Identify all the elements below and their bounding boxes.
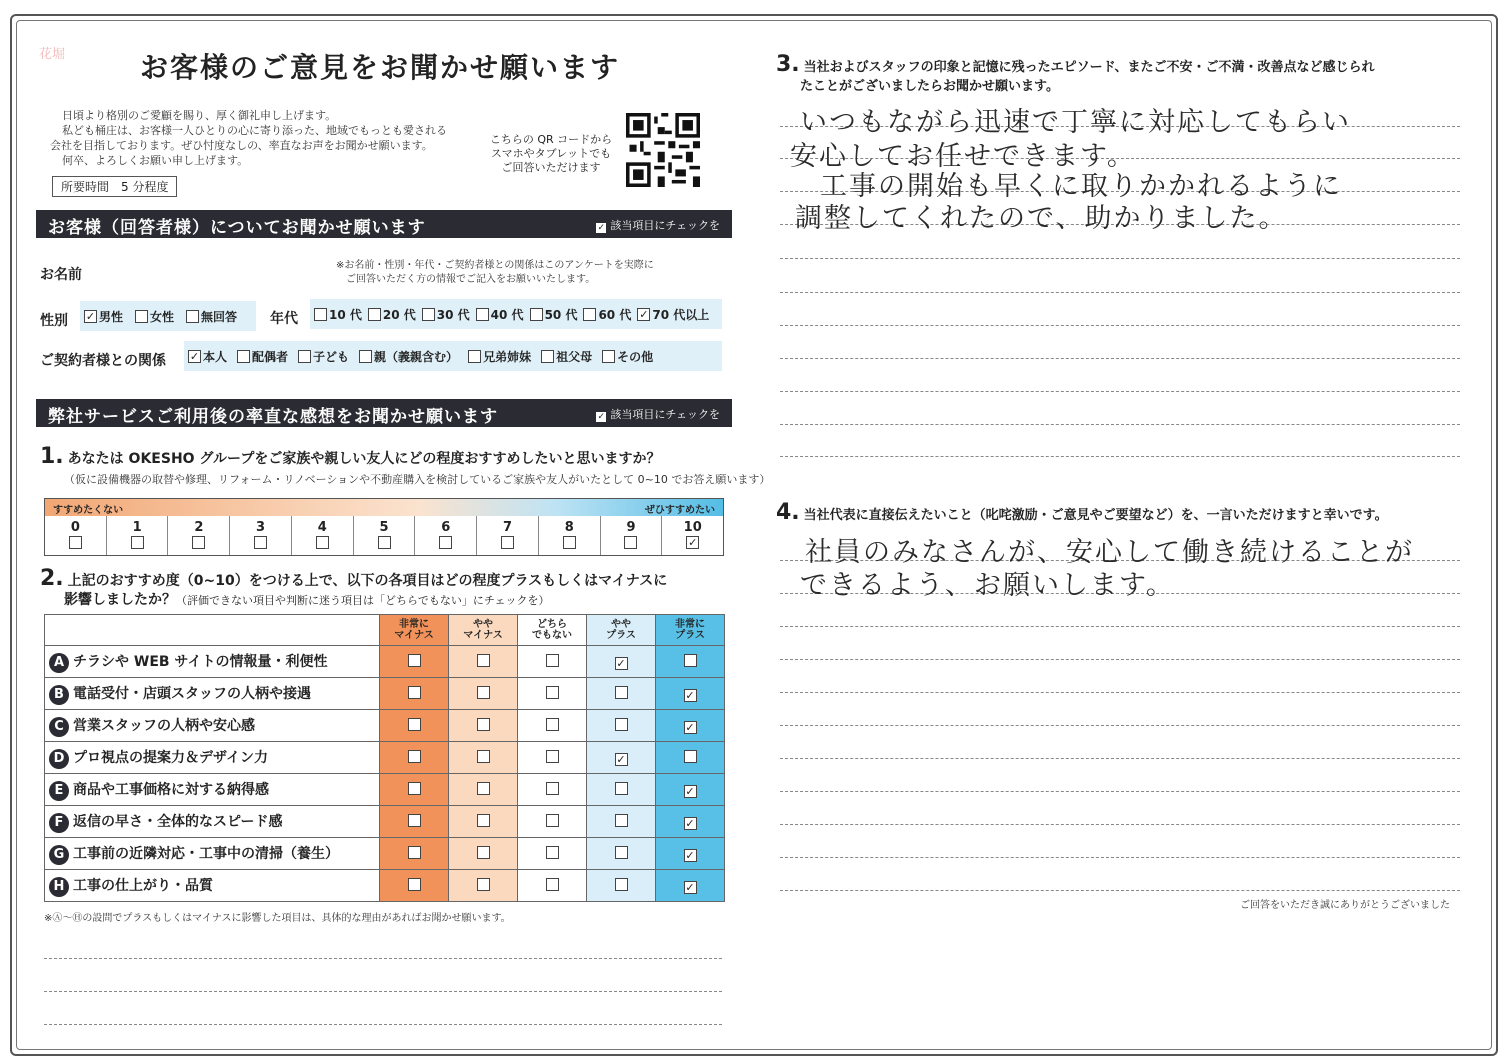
relation-option[interactable]: [237, 348, 288, 365]
answer-line[interactable]: [44, 958, 722, 959]
name-label: お名前: [40, 267, 82, 283]
checkbox[interactable]: [422, 308, 435, 321]
qr-caption-line: こちらの QR コードから: [489, 133, 613, 146]
checkbox[interactable]: ✓: [639, 307, 649, 321]
age-option[interactable]: [314, 306, 362, 323]
scale-number: 7: [502, 520, 513, 535]
question-number: 2.: [40, 566, 64, 591]
checkbox[interactable]: [546, 782, 559, 795]
age-options: [310, 299, 722, 329]
question-3-line2: たことがございましたらお聞かせ願います。: [800, 79, 1059, 94]
row-label-text: プロ視点の提案力＆デザイン力: [73, 749, 269, 766]
checkbox[interactable]: [501, 536, 514, 549]
name-note-line: ご回答いただく方の情報でご記入をお願いいたします。: [346, 274, 596, 285]
gender-options: [80, 301, 256, 331]
question-text: 当社代表に直接伝えたいこと（叱咤激励・ご意見やご要望など）を、一言いただけますと幸いです。: [803, 508, 1388, 523]
column-header: やや マイナス: [449, 615, 518, 646]
scale-number: 9: [626, 520, 636, 535]
age-option[interactable]: [476, 306, 524, 323]
checkbox[interactable]: [684, 750, 697, 763]
answer-line[interactable]: [780, 391, 1460, 392]
answer-line[interactable]: [780, 358, 1460, 359]
table-row: [45, 710, 725, 742]
question-number: 1.: [40, 444, 64, 469]
scale-number: 3: [256, 520, 266, 535]
checkbox[interactable]: [477, 878, 490, 891]
checkbox[interactable]: [408, 686, 421, 699]
checkbox[interactable]: [477, 654, 490, 667]
option-label: 40 代: [490, 307, 524, 322]
scale-number: 5: [379, 520, 389, 535]
intro-line: 何卒、よろしくお願い申し上げます。: [62, 154, 249, 167]
answer-line[interactable]: [780, 890, 1460, 891]
relation-option[interactable]: [602, 348, 653, 365]
scale-option[interactable]: [601, 516, 663, 555]
checkbox[interactable]: [368, 308, 381, 321]
checkbox[interactable]: [546, 846, 559, 859]
checkbox[interactable]: ✓: [685, 849, 695, 862]
checkbox[interactable]: [135, 310, 148, 323]
question-1-sub: （仮に設備機器の取替や修理、リフォーム・リノベーションや不動産購入を検討しているご家族や友人がいたとして 0~10 でお答え願います）: [64, 473, 771, 486]
checkbox[interactable]: [378, 536, 391, 549]
scale-option[interactable]: [292, 516, 354, 555]
qr-caption-line: スマホやタブレットでも: [490, 147, 612, 160]
checkbox[interactable]: ✓: [85, 309, 96, 323]
answer-line[interactable]: [780, 659, 1460, 660]
scale-option[interactable]: [662, 516, 723, 555]
checkbox[interactable]: [624, 536, 637, 549]
scale-option[interactable]: [230, 516, 292, 555]
gender-option-none[interactable]: [186, 308, 237, 325]
checkbox[interactable]: [69, 536, 82, 549]
checkbox[interactable]: [298, 350, 311, 363]
handwritten-answer-line: できるよう、お願いします。: [800, 570, 1175, 601]
section-header-feedback: [36, 399, 732, 427]
row-label-text: 電話受付・店頭スタッフの人柄や接遇: [73, 685, 311, 702]
row-label: [45, 774, 380, 806]
section-header-customer: [36, 210, 732, 238]
table-row: [45, 646, 725, 678]
scale-high-label: ぜひすすめたい: [644, 505, 715, 516]
table-row: [45, 678, 725, 710]
age-option[interactable]: [368, 306, 416, 323]
reason-note: ※Ⓐ～Ⓗの設問でプラスもしくはマイナスに影響した項目は、具体的な理由があればお聞かせ願います。: [44, 913, 511, 924]
checkbox[interactable]: [546, 814, 559, 827]
option-label: 20 代: [382, 307, 416, 322]
scale-low-label: すすめたくない: [53, 505, 124, 516]
checkbox[interactable]: [546, 686, 559, 699]
handwritten-answer-line: 社員のみなさんが、安心して働き続けることが: [805, 537, 1414, 568]
question-number: 3.: [776, 52, 800, 77]
letter-badge: E: [49, 781, 69, 801]
option-label: 10 代: [329, 307, 362, 322]
relation-label: ご契約者様との関係: [40, 353, 166, 369]
checkbox[interactable]: [476, 308, 489, 321]
checkbox[interactable]: ✓: [685, 785, 695, 798]
row-label: [45, 806, 380, 838]
age-option[interactable]: [422, 306, 470, 323]
seal-text: 花堀: [38, 47, 65, 62]
checkbox[interactable]: ✓: [688, 536, 698, 549]
checkbox[interactable]: ✓: [685, 881, 695, 894]
column-header: やや プラス: [587, 615, 656, 646]
table-row: [45, 806, 725, 838]
checkbox[interactable]: [408, 782, 421, 795]
table-header: [45, 615, 725, 646]
question-4: [776, 500, 1388, 525]
intro-line: 会社を目指しております。ぜひ忖度なしの、率直なお声をお聞かせ願います。: [50, 139, 433, 152]
option-label: 無回答: [201, 309, 238, 324]
checkbox[interactable]: [477, 782, 490, 795]
checkbox[interactable]: [408, 814, 421, 827]
name-note: [336, 259, 654, 287]
section-title: お客様（回答者様）についてお聞かせ願います: [48, 218, 426, 238]
intro-text: [50, 108, 480, 168]
letter-badge: H: [49, 877, 69, 897]
answer-line[interactable]: [780, 456, 1460, 457]
question-text: あなたは OKESHO グループをご家族や親しい友人にどの程度おすすめしたいと思いますか？: [67, 451, 661, 467]
checkbox[interactable]: [477, 814, 490, 827]
row-label: [45, 678, 380, 710]
checkbox[interactable]: [408, 718, 421, 731]
answer-line[interactable]: [780, 258, 1460, 259]
scale-gradient: [45, 499, 723, 516]
row-label: [45, 710, 380, 742]
relation-option[interactable]: [359, 348, 458, 365]
scale-option[interactable]: [477, 516, 539, 555]
question-text: 影響しましたか？: [64, 592, 176, 608]
scale-option[interactable]: [354, 516, 416, 555]
row-label-text: 工事の仕上がり・品質: [73, 877, 213, 894]
letter-badge: C: [49, 717, 69, 737]
answer-line[interactable]: [780, 626, 1460, 627]
answer-line[interactable]: [780, 292, 1460, 293]
scale-number: 2: [194, 520, 204, 535]
gender-option-male[interactable]: [84, 308, 123, 325]
checkbox[interactable]: [477, 718, 490, 731]
relation-option[interactable]: [298, 348, 349, 365]
row-label: [45, 838, 380, 870]
column-header: 非常に マイナス: [380, 615, 449, 646]
checkbox[interactable]: [583, 308, 596, 321]
checkbox[interactable]: [546, 718, 559, 731]
option-label: 本人: [203, 349, 228, 364]
table-row: [45, 774, 725, 806]
checkbox[interactable]: [468, 350, 481, 363]
row-label-text: 返信の早さ・全体的なスピード感: [73, 813, 283, 830]
checkbox[interactable]: [254, 536, 267, 549]
handwritten-answer-line: 工事の開始も早くに取りかかれるように: [820, 171, 1342, 202]
letter-badge: G: [49, 845, 69, 865]
answer-line[interactable]: [780, 824, 1460, 825]
checkbox[interactable]: [237, 350, 250, 363]
handwritten-answer-line: 安心してお任せできます。: [790, 141, 1136, 172]
influence-table: [44, 614, 725, 902]
checkbox[interactable]: [408, 878, 421, 891]
question-text: 当社およびスタッフの印象と記憶に残ったエピソード、またご不安・ご不満・改善点など感じられ: [803, 60, 1375, 75]
header-blank: [45, 615, 380, 646]
checkbox[interactable]: ✓: [685, 721, 695, 734]
scale-option[interactable]: [45, 516, 107, 555]
checkbox[interactable]: [615, 878, 628, 891]
checkbox[interactable]: [359, 350, 372, 363]
row-label-text: 営業スタッフの人柄や安心感: [73, 717, 255, 734]
row-label-text: チラシや WEB サイトの情報量・利便性: [73, 653, 328, 670]
company-seal: [32, 48, 72, 88]
answer-line[interactable]: [780, 791, 1460, 792]
scale-cells: [45, 516, 723, 555]
letter-badge: F: [49, 813, 69, 833]
gender-option-female[interactable]: [135, 308, 174, 325]
qr-code-icon[interactable]: [626, 113, 700, 187]
answer-line[interactable]: [780, 325, 1460, 326]
row-label-text: 工事前の近隣対応・工事中の清掃（養生）: [73, 845, 339, 862]
age-option[interactable]: [530, 306, 578, 323]
checkbox[interactable]: [615, 782, 628, 795]
check-hint: [596, 406, 720, 422]
checkbox[interactable]: [615, 718, 628, 731]
name-note-line: ※お名前・性別・年代・ご契約者様との関係はこのアンケートを実際に: [336, 260, 654, 271]
option-label: 男性: [99, 309, 124, 324]
question-2-sub: （評価できない項目や判断に迷う項目は「どちらでもない」にチェックを）: [176, 594, 550, 607]
checkbox[interactable]: [131, 536, 144, 549]
option-label: 70 代以上: [652, 307, 710, 322]
scale-number: 0: [70, 520, 80, 535]
option-label: 子ども: [313, 349, 350, 364]
checkbox[interactable]: [530, 308, 543, 321]
relation-option[interactable]: [468, 348, 531, 365]
thanks-message: ご回答をいただき誠にありがとうございました: [1240, 900, 1450, 911]
checkbox[interactable]: [615, 846, 628, 859]
scale-option[interactable]: [539, 516, 601, 555]
checkbox[interactable]: [615, 686, 628, 699]
time-required: 所要時間 5 分程度: [52, 176, 177, 197]
scale-option[interactable]: [415, 516, 477, 555]
age-label: 年代: [270, 311, 298, 327]
option-label: 50 代: [544, 307, 578, 322]
page-title: お客様のご意見をお聞かせ願います: [140, 51, 621, 84]
row-label: [45, 742, 380, 774]
check-hint-label: 該当項目にチェックを: [610, 408, 720, 421]
column-header: 非常に プラス: [656, 615, 725, 646]
checkbox-icon: ✓: [597, 412, 606, 422]
intro-line: 私ども桶庄は、お客様一人ひとりの心に寄り添った、地域でもっとも愛される: [62, 124, 447, 137]
age-option[interactable]: [637, 306, 709, 323]
checkbox[interactable]: ✓: [616, 657, 626, 670]
question-number: 4.: [776, 500, 800, 525]
section-title: 弊社サービスご利用後の率直な感想をお聞かせ願います: [48, 407, 498, 427]
handwritten-answer-line: いつもながら迅速で丁寧に対応してもらい: [800, 107, 1351, 138]
relation-option[interactable]: [541, 348, 592, 365]
checkbox[interactable]: [541, 350, 554, 363]
option-label: 女性: [150, 309, 175, 324]
answer-line[interactable]: [780, 857, 1460, 858]
answer-line[interactable]: [780, 424, 1460, 425]
checkbox[interactable]: ✓: [685, 689, 695, 702]
checkbox[interactable]: ✓: [616, 753, 626, 766]
option-label: 配偶者: [252, 349, 289, 364]
question-3: [776, 52, 1375, 77]
relation-options: [184, 341, 722, 371]
handwritten-answer-line: 調整してくれたので、助かりました。: [795, 203, 1288, 234]
row-label: [45, 646, 380, 678]
scale-number: 4: [317, 520, 327, 535]
option-label: 親（義親含む）: [374, 349, 459, 364]
letter-badge: B: [49, 685, 69, 705]
checkbox[interactable]: [316, 536, 329, 549]
qr-caption: [484, 133, 618, 175]
checkbox[interactable]: [546, 750, 559, 763]
column-header: どちら でもない: [518, 615, 587, 646]
checkbox-icon: ✓: [597, 223, 606, 233]
checkbox[interactable]: [546, 654, 559, 667]
intro-line: 日頃より格別のご愛顧を賜り、厚く御礼申し上げます。: [62, 109, 337, 122]
qr-caption-line: ご回答いただけます: [501, 161, 601, 174]
option-label: 60 代: [598, 307, 632, 322]
scale-option[interactable]: [107, 516, 169, 555]
question-2-line2: [64, 589, 550, 609]
checkbox[interactable]: [563, 536, 576, 549]
checkbox[interactable]: ✓: [189, 349, 200, 363]
relation-option[interactable]: [188, 348, 227, 365]
checkbox[interactable]: [186, 310, 199, 323]
table-row: [45, 742, 725, 774]
table-row: [45, 838, 725, 870]
checkbox[interactable]: [408, 750, 421, 763]
option-label: 兄弟姉妹: [483, 349, 532, 364]
checkbox[interactable]: [615, 814, 628, 827]
answer-line[interactable]: [44, 991, 722, 992]
option-label: 30 代: [436, 307, 470, 322]
answer-line[interactable]: [44, 1024, 722, 1025]
question-text: 上記のおすすめ度（0~10）をつける上で、以下の各項目はどの程度プラスもしくはマイナスに: [67, 573, 668, 589]
answer-line[interactable]: [780, 725, 1460, 726]
checkbox[interactable]: [408, 846, 421, 859]
checkbox[interactable]: [477, 686, 490, 699]
scale-option[interactable]: [168, 516, 230, 555]
checkbox[interactable]: [314, 308, 327, 321]
checkbox[interactable]: [477, 846, 490, 859]
checkbox[interactable]: ✓: [685, 817, 695, 830]
checkbox[interactable]: [192, 536, 205, 549]
check-hint: [596, 217, 720, 233]
checkbox[interactable]: [602, 350, 615, 363]
age-option[interactable]: [583, 306, 631, 323]
checkbox[interactable]: [477, 750, 490, 763]
scale-number: 6: [441, 520, 451, 535]
letter-badge: D: [49, 749, 69, 769]
table-row: [45, 870, 725, 902]
answer-line[interactable]: [780, 692, 1460, 693]
scale-number: 8: [564, 520, 574, 535]
gender-label: 性別: [40, 313, 68, 329]
scale-number: 1: [132, 520, 142, 535]
check-hint-label: 該当項目にチェックを: [610, 219, 720, 232]
option-label: その他: [617, 349, 654, 364]
question-2: [40, 566, 667, 591]
recommend-scale: [44, 498, 724, 556]
scale-number: 10: [683, 520, 702, 535]
option-label: 祖父母: [556, 349, 593, 364]
letter-badge: A: [49, 653, 69, 673]
row-label-text: 商品や工事価格に対する納得感: [73, 781, 269, 798]
question-1: [40, 444, 660, 469]
checkbox[interactable]: [546, 878, 559, 891]
answer-line[interactable]: [780, 758, 1460, 759]
checkbox[interactable]: [439, 536, 452, 549]
checkbox[interactable]: [408, 654, 421, 667]
row-label: [45, 870, 380, 902]
checkbox[interactable]: [684, 654, 697, 667]
